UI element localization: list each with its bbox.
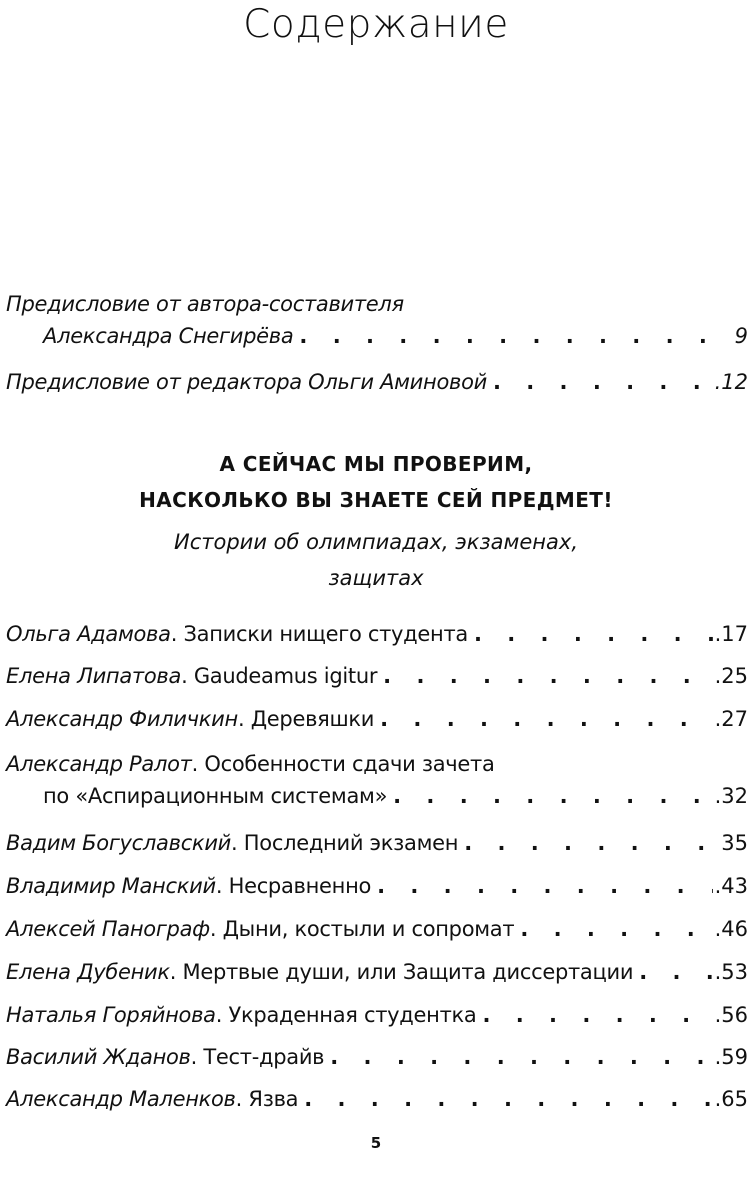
toc-entry[interactable]: Вадим Богуславский . Последний экзамен . . . 35 [6, 827, 748, 859]
toc-entry[interactable]: Александр Ралот. Особенности сдачи зачета по «Аспирационным системам» . . . .32 [6, 748, 748, 812]
page-title: Содержание [243, 2, 509, 47]
toc-entry-title-line2: по «Аспирационным системам» [43, 784, 388, 808]
toc-entry-title: Предисловие от автора-составителя [6, 292, 404, 316]
page-number: 5 [370, 1134, 382, 1152]
toc-entry-title: Gaudeamus igitur [193, 664, 378, 688]
toc-page-number: 9 [734, 324, 748, 348]
toc-entry-author: Вадим Богуславский [6, 831, 232, 855]
toc-page-number: .17 [714, 622, 748, 646]
dot-leader [493, 366, 713, 398]
toc-entry[interactable]: Александр Филичкин . Деревяшки . . . .27 [6, 703, 748, 735]
section-heading-line: А СЕЙЧАС МЫ ПРОВЕРИМ, [219, 452, 533, 476]
toc-entry-author: Наталья Горяйнова [6, 1003, 216, 1027]
toc-entry-author: Василий Жданов [6, 1045, 191, 1069]
toc-page-number: .43 [714, 874, 748, 898]
toc-page-number: .25 [714, 664, 748, 688]
toc-page-number: .56 [714, 1003, 748, 1027]
dot-leader [393, 780, 712, 812]
toc-entry-title: Украденная студентка [228, 1003, 477, 1027]
toc-entry-author: Елена Липатова [6, 664, 182, 688]
toc-entry-title: Предисловие от редактора Ольги Аминовой [6, 370, 487, 394]
toc-entry-title: Дыни, костыли и сопромат [222, 917, 515, 941]
dot-leader [377, 870, 713, 902]
toc-entry-title: Деревяшки [250, 707, 375, 731]
section-subtitle-line: Истории об олимпиадах, экзаменах, [174, 530, 578, 554]
toc-entry-author: Ольга Адамова [6, 622, 171, 646]
toc-entry-author: Александр Маленков [6, 1087, 236, 1111]
toc-entry-title: Мертвые души, или Защита диссертации [182, 960, 634, 984]
toc-entry-author: Алексей Панограф [6, 917, 210, 941]
dot-leader [304, 1083, 712, 1115]
toc-entry-preface-editor[interactable] [6, 366, 748, 398]
dot-leader [383, 660, 712, 692]
toc-entry[interactable]: Александр Маленков . Язва . . . .65 [6, 1083, 748, 1115]
dot-leader [330, 1041, 712, 1073]
toc-entry[interactable]: Елена Липатова . Gaudeamus igitur . . . .25 [6, 660, 748, 692]
toc-entry[interactable]: Елена Дубеник . Мертвые души, или Защита диссертации . . . .53 [6, 956, 748, 988]
toc-entry-author: Елена Дубеник [6, 960, 170, 984]
toc-page-number: .53 [714, 960, 748, 984]
toc-page-number: .65 [714, 1087, 748, 1111]
dot-leader [380, 703, 712, 735]
toc-entry-preface-author[interactable] [6, 288, 748, 352]
toc-entry-author: Александр Филичкин [6, 707, 238, 731]
toc-entry[interactable]: Наталья Горяйнова . Украденная студентка . . . .56 [6, 999, 748, 1031]
section-subtitle-line: защитах [328, 566, 424, 590]
toc-entry[interactable]: Ольга Адамова . Записки нищего студента . . . .17 [6, 618, 748, 650]
toc-entry[interactable]: Василий Жданов . Тест-драйв . . . .59 [6, 1041, 748, 1073]
toc-entry-title: Особенности сдачи зачета [204, 752, 495, 776]
dot-leader [299, 320, 732, 352]
toc-entry[interactable]: Владимир Манский . Несравненно . . . .43 [6, 870, 748, 902]
toc-page-number: .27 [714, 707, 748, 731]
section-heading [0, 446, 752, 518]
dot-leader [639, 956, 712, 988]
section-subtitle [0, 524, 752, 596]
toc-page-number: 35 [721, 831, 748, 855]
toc-entry-author: Александр Ралот [6, 752, 192, 776]
toc-page-number: .46 [714, 917, 748, 941]
toc-entry[interactable]: Алексей Панограф . Дыни, костыли и сопромат . . . .46 [6, 913, 748, 945]
toc-entry-title: Язва [248, 1087, 299, 1111]
toc-page-number: .32 [714, 784, 748, 808]
toc-page-number: .12 [714, 370, 748, 394]
dot-leader [520, 913, 712, 945]
toc-entry-title: Записки нищего студента [183, 622, 468, 646]
dot-leader [464, 827, 719, 859]
toc-entry-author: Владимир Манский [6, 874, 216, 898]
toc-entry-title: Несравненно [228, 874, 372, 898]
dot-leader [482, 999, 712, 1031]
toc-entry-title: Тест-драйв [203, 1045, 325, 1069]
toc-page-number: .59 [714, 1045, 748, 1069]
dot-leader [474, 618, 713, 650]
section-heading-line: НАСКОЛЬКО ВЫ ЗНАЕТЕ СЕЙ ПРЕДМЕТ! [139, 488, 613, 512]
toc-entry-title-line2: Александра Снегирёва [43, 324, 294, 348]
toc-entry-title: Последний экзамен [243, 831, 459, 855]
